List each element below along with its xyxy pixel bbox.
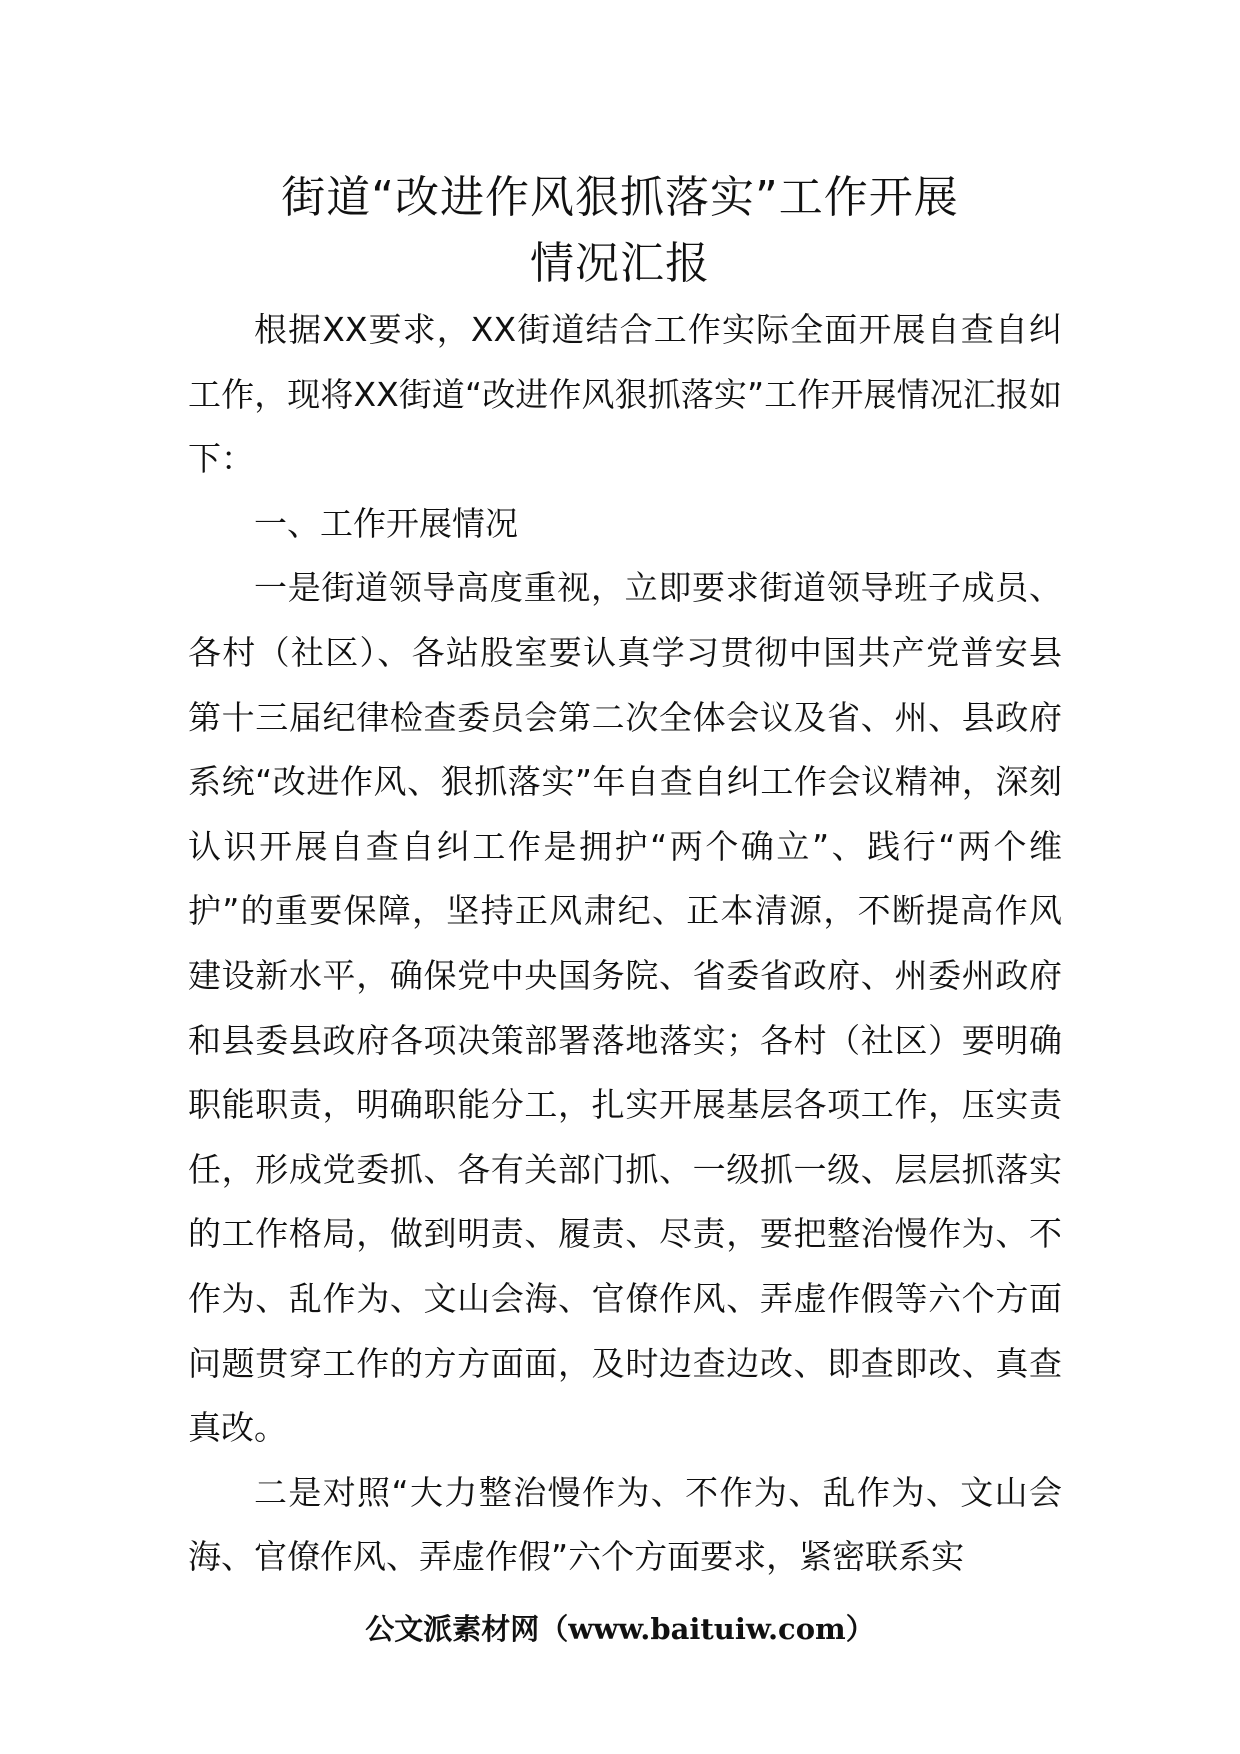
document-title-line-1: 街道“改进作风狠抓落实”工作开展 xyxy=(281,172,959,223)
intro-paragraph: 根据XX要求，XX街道结合工作实际全面开展自查自纠工作，现将XX街道“改进作风狠抓落实”工作开展情况汇报如下： xyxy=(188,310,1062,479)
body-paragraph: 一是街道领导高度重视，立即要求街道领导班子成员、各村（社区）、各站股室要认真学习贯彻中国共产党普安县第十三届纪律检查委员会第二次全体会议及省、州、县政府系统“改进作风、狠抓落实”年自查自纠工作会议精神，深刻认识开展自查自纠工作是拥护“两个确立”、践行“两个维护”的重要保障，坚持正风肃纪、正本清源，不断提高作风建设新水平，确保党中央国务院、省委省政府、州委州政府和县委县政府各项决策部署落地落实；各村（社区）要明确职能职责，明确职能分工，扎实开展基层各项工作，压实责任，形成党委抓、各有关部门抓、一级抓一级、层层抓落实的工作格局，做到明责、履责、尽责，要把整治慢作为、不作为、乱作为、文山会海、官僚作风、弄虚作假等六个方面问题贯穿工作的方方面面，及时边查边改、即查即改、真查真改。 xyxy=(188,568,1062,1448)
footer-watermark: 公文派素材网（www.baituiw.com） xyxy=(365,1612,875,1646)
document-title-line-2: 情况汇报 xyxy=(530,238,710,289)
body-paragraph: 二是对照“大力整治慢作为、不作为、乱作为、文山会海、官僚作风、弄虚作假”六个方面要求，紧密联系实 xyxy=(188,1472,1062,1577)
document-body xyxy=(188,298,1062,1590)
section-heading: 一、工作开展情况 xyxy=(254,503,518,543)
